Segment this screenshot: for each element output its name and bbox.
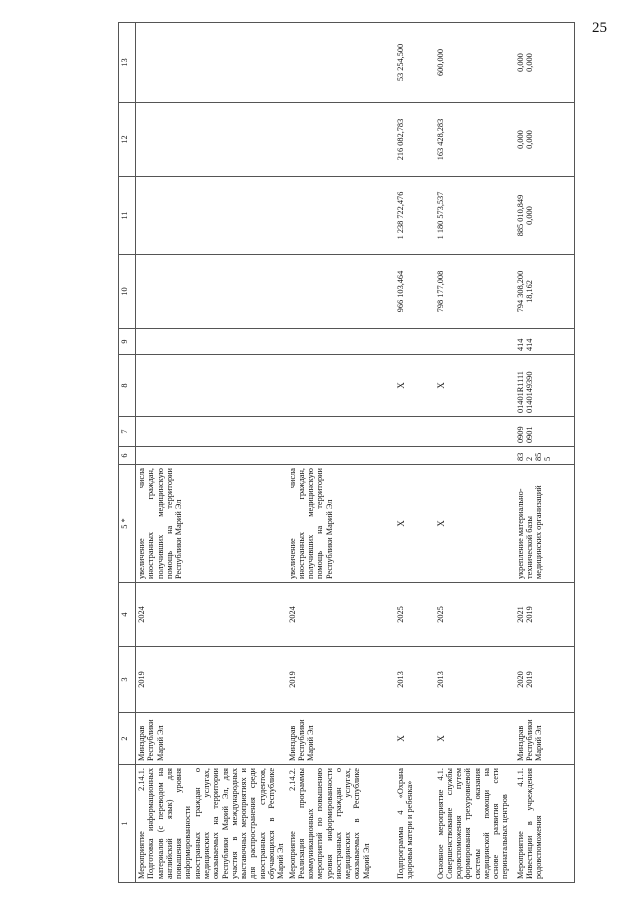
cell-12: 216 082,783 bbox=[395, 103, 435, 177]
column-header: 4 bbox=[119, 583, 136, 647]
cell-6: 832 855 bbox=[515, 447, 575, 465]
activity-name: Мероприятие 2.14.2. Реализация программы коммуникационных мероприятий по повышению уровня информированности иностранных граждан о медицинских услугах, оказываемых в Республике Марий Эл bbox=[287, 765, 395, 883]
expected-result: увеличение числа иностранных граждан, получивших медицинскую помощь на территории Республики Марий Эл bbox=[136, 465, 287, 583]
cell-11: 885 010,849 0,000 bbox=[515, 177, 575, 255]
cell-7 bbox=[136, 417, 287, 447]
cell-8: X bbox=[435, 355, 515, 417]
start-year: 2020 2019 bbox=[515, 647, 575, 713]
cell-12 bbox=[136, 103, 287, 177]
activity-name: Основное мероприятие 4.1. Совершенствование службы родовспоможения путем формирования трехуровневой системы оказания медицинской помощи на основе развития сети перинатальных центров bbox=[435, 765, 515, 883]
cell-8: X bbox=[395, 355, 435, 417]
executor: Минздрав Республики Марий Эл bbox=[136, 713, 287, 765]
end-year: 2024 bbox=[287, 583, 395, 647]
end-year: 2024 bbox=[136, 583, 287, 647]
executor: X bbox=[435, 713, 515, 765]
cell-11: 1 180 573,537 bbox=[435, 177, 515, 255]
cell-8 bbox=[287, 355, 395, 417]
cell-6 bbox=[287, 447, 395, 465]
column-header: 3 bbox=[119, 647, 136, 713]
cell-10: 798 177,008 bbox=[435, 255, 515, 329]
cell-9 bbox=[287, 329, 395, 355]
cell-9: 414 414 bbox=[515, 329, 575, 355]
column-header: 11 bbox=[119, 177, 136, 255]
cell-11 bbox=[287, 177, 395, 255]
expected-result: X bbox=[395, 465, 435, 583]
start-year: 2019 bbox=[136, 647, 287, 713]
table-row bbox=[136, 23, 287, 883]
cell-8 bbox=[136, 355, 287, 417]
column-header: 7 bbox=[119, 417, 136, 447]
program-table bbox=[118, 22, 575, 883]
cell-7: 0909 0901 bbox=[515, 417, 575, 447]
expected-result: X bbox=[435, 465, 515, 583]
cell-7 bbox=[435, 417, 515, 447]
start-year: 2013 bbox=[395, 647, 435, 713]
cell-13: 600,000 bbox=[435, 23, 515, 103]
activity-name: Мероприятие 2.14.1. Подготовка информационных материалов (с переводом на английский язык) для повышения уровня информированности иностранных граждан о медицинских услугах, оказываемых на территории Республики Марий Эл, для участия в международных выставочных мероприятиях и для распространения среди иностранных студентов, обучающихся в Республике Марий Эл bbox=[136, 765, 287, 883]
cell-6 bbox=[395, 447, 435, 465]
start-year: 2019 bbox=[287, 647, 395, 713]
expected-result: укрепление материально-технической базы медицинских организаций bbox=[515, 465, 575, 583]
cell-12 bbox=[287, 103, 395, 177]
column-header: 13 bbox=[119, 23, 136, 103]
cell-9 bbox=[395, 329, 435, 355]
header-row bbox=[119, 23, 136, 883]
page-number: 25 bbox=[592, 20, 607, 36]
column-header: 9 bbox=[119, 329, 136, 355]
cell-13: 53 254,500 bbox=[395, 23, 435, 103]
activity-name: Подпрограмма 4 «Охрана здоровья матери и ребенка» bbox=[395, 765, 435, 883]
cell-7 bbox=[287, 417, 395, 447]
end-year: 2025 bbox=[435, 583, 515, 647]
cell-10: 966 103,464 bbox=[395, 255, 435, 329]
cell-12: 163 428,283 bbox=[435, 103, 515, 177]
expected-result: увеличение числа иностранных граждан, получивших медицинскую помощь на территории Республики Марий Эл bbox=[287, 465, 395, 583]
cell-6 bbox=[136, 447, 287, 465]
activity-name: Мероприятие 4.1.1. Инвестиции в учреждения родовспоможения bbox=[515, 765, 575, 883]
table-row bbox=[287, 23, 395, 883]
cell-10 bbox=[287, 255, 395, 329]
cell-11 bbox=[136, 177, 287, 255]
column-header: 2 bbox=[119, 713, 136, 765]
cell-13 bbox=[287, 23, 395, 103]
cell-10 bbox=[136, 255, 287, 329]
cell-10: 794 308,200 18,162 bbox=[515, 255, 575, 329]
start-year: 2013 bbox=[435, 647, 515, 713]
column-header: 5 * bbox=[119, 465, 136, 583]
column-header: 12 bbox=[119, 103, 136, 177]
end-year: 2021 2019 bbox=[515, 583, 575, 647]
column-header: 1 bbox=[119, 765, 136, 883]
rotated-table-container bbox=[118, 23, 628, 883]
cell-9 bbox=[435, 329, 515, 355]
column-header: 8 bbox=[119, 355, 136, 417]
table-row bbox=[435, 23, 515, 883]
column-header: 10 bbox=[119, 255, 136, 329]
cell-6 bbox=[435, 447, 515, 465]
table-row bbox=[395, 23, 435, 883]
executor: Минздрав Республики Марий Эл bbox=[287, 713, 395, 765]
cell-11: 1 238 722,476 bbox=[395, 177, 435, 255]
cell-13: 0,000 0,000 bbox=[515, 23, 575, 103]
table-row bbox=[515, 23, 575, 883]
cell-7 bbox=[395, 417, 435, 447]
executor: Минздрав Республики Марий Эл bbox=[515, 713, 575, 765]
cell-13 bbox=[136, 23, 287, 103]
cell-9 bbox=[136, 329, 287, 355]
cell-12: 0,000 0,000 bbox=[515, 103, 575, 177]
executor: X bbox=[395, 713, 435, 765]
column-header: 6 bbox=[119, 447, 136, 465]
end-year: 2025 bbox=[395, 583, 435, 647]
cell-8: 01401R1111 0140149390 bbox=[515, 355, 575, 417]
